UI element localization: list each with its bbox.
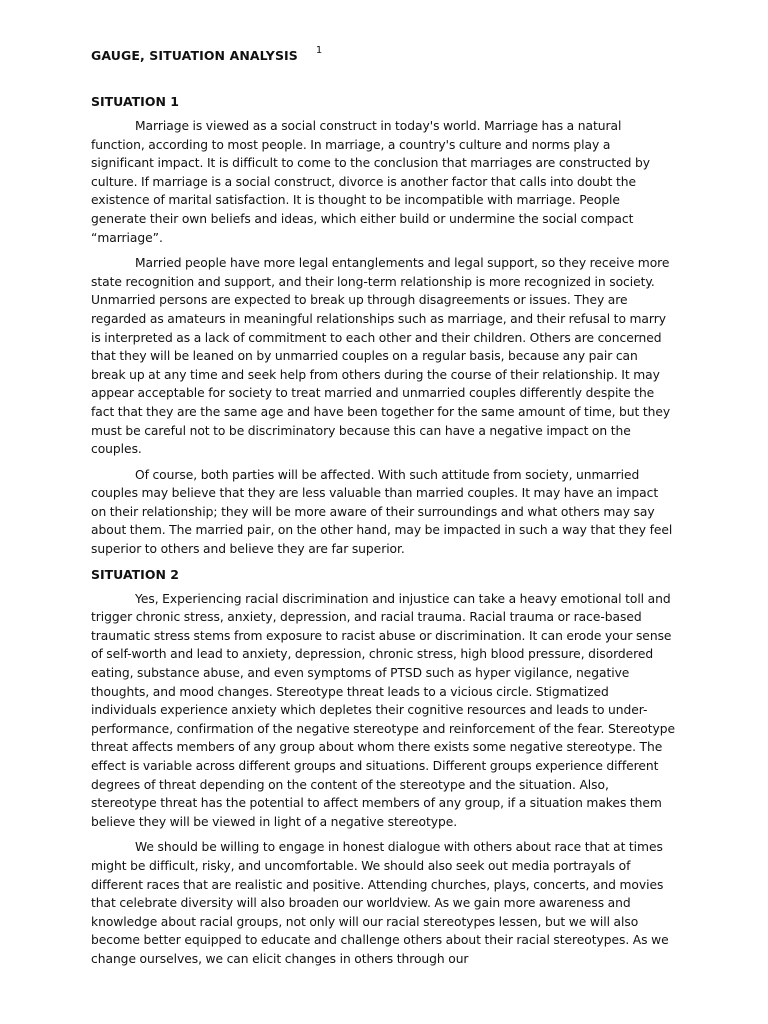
page-header bbox=[91, 47, 322, 65]
paragraph: Marriage is viewed as a social construct in today's world. Marriage has a natural function, according to most people. In marriage, a country's culture and norms play a significant impact. It is difficult to come to the conclusion that marriages are constructed by culture. If marriage is a social construct, divorce is another factor that calls into doubt the existence of marital satisfaction. It is thought to be incompatible with marriage. People generate their own beliefs and ideas, which either build or undermine the social compact “marriage”. bbox=[91, 119, 650, 245]
situation-2-heading: SITUATION 2 bbox=[91, 566, 179, 582]
paragraph: Yes, Experiencing racial discrimination and injustice can take a heavy emotional toll and trigger chronic stress, anxiety, depression, and racial trauma. Racial trauma or race-based traumatic stress stems from exposure to racist abuse or discrimination. It can erode your sense of self-worth and lead to anxiety, depression, chronic stress, high blood pressure, disordered eating, substance abuse, and even symptoms of PTSD such as hyper vigilance, negative thoughts, and mood changes. Stereotype threat leads to a vicious circle. Stigmatized individuals experience anxiety which depletes their cognitive resources and leads to under-performance, confirmation of the negative stereotype and reinforcement of the fear. Stereotype threat affects members of any group about whom there exists some negative stereotype. The effect is variable across different groups and situations. Different groups experience different degrees of threat depending on the content of the stereotype and the situation. Also, stereotype threat has the potential to affect members of any group, if a situation makes them believe they will be viewed in light of a negative stereotype. bbox=[91, 591, 675, 829]
situation-1-section bbox=[91, 93, 675, 559]
situation-2-section bbox=[91, 566, 675, 969]
paragraph: Of course, both parties will be affected. With such attitude from society, unmarried couples may believe that they are less valuable than married couples. It may have an impact on their relationship; they will be more aware of their surroundings and what others may say about them. The married pair, on the other hand, may be impacted in such a way that they feel superior to others and believe they are far superior. bbox=[91, 467, 673, 557]
paragraph: Married people have more legal entanglements and legal support, so they receive more state recognition and support, and their long-term relationship is more recognized in society. Unmarried persons are expected to break up through disagreements or issues. They are regarded as amateurs in meaningful relationships such as marriage, and their refusal to marry is interpreted as a lack of commitment to each other and their children. Others are concerned that they will be leaned on by unmarried couples on a regular basis, because any pair can break up at any time and seek help from others during the course of their relationship. It may appear acceptable for society to treat married and unmarried couples differently despite the fact that they are the same age and have been together for the same amount of time, but they must be careful not to be discriminatory because this can have a negative impact on the couples. bbox=[91, 256, 671, 457]
paragraph: We should be willing to engage in honest dialogue with others about race that at times might be difficult, risky, and uncomfortable. We should also seek out media portrayals of different races that are realistic and positive. Attending churches, plays, concerts, and movies that celebrate diversity will also broaden our worldview. As we gain more awareness and knowledge about racial groups, not only will our racial stereotypes lessen, but we will also become better equipped to educate and challenge others about their racial stereotypes. As we change ourselves, we can elicit changes in others through our bbox=[91, 840, 669, 966]
situation-1-heading: SITUATION 1 bbox=[91, 94, 179, 109]
running-head-title: GAUGE, SITUATION ANALYSIS bbox=[91, 48, 298, 63]
page-number: 1 bbox=[315, 45, 323, 56]
document-body bbox=[91, 93, 675, 976]
